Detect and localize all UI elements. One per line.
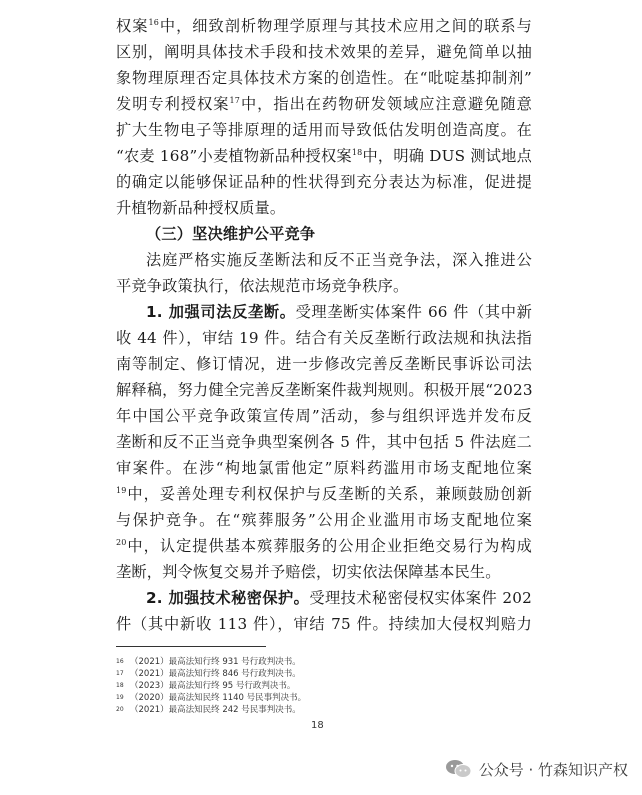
footnote-text: （2020）最高法知民终 1140 号民事判决书。 <box>130 693 307 703</box>
body-line: 升植物新品种授权质量。 <box>116 199 286 217</box>
body-line: 与保护竞争。在“殡葬服务”公用企业滥用市场支配地位案 <box>116 511 532 529</box>
body-line: 件（其中新收 113 件），审结 75 件。持续加大侵权判赔力 <box>116 615 532 633</box>
footnote-number: 16 <box>116 658 124 665</box>
body-line: 的确定以能够保证品种的性状得到充分表达为标准，促进提 <box>116 173 532 191</box>
body-line: 垄断，判令恢复交易并予赔偿，切实依法保障基本民生。 <box>116 563 501 581</box>
text: 中，指出在药物研发领域应注意避免随意 <box>240 95 532 113</box>
text: “农麦 168”小麦植物新品种授权案 <box>116 147 352 165</box>
text: 受理技术秘密侵权实体案件 202 <box>309 589 532 607</box>
subsection-title: 2. 加强技术秘密保护。 <box>146 589 310 607</box>
footnote-ref[interactable]: 18 <box>351 148 363 157</box>
body-line: 法庭严格实施反垄断法和反不正当竞争法，深入推进公 <box>146 251 532 269</box>
body-line: 垄断和反不正当竞争典型案例各 5 件，其中包括 5 件法庭二 <box>116 433 532 451</box>
footnote-text: （2021）最高法知民终 242 号民事判决书。 <box>130 705 301 715</box>
text: 中，细致剖析物理学原理与其技术应用之间的联系与 <box>159 17 532 35</box>
footnote-number: 17 <box>116 670 124 677</box>
footnote-number: 18 <box>116 682 124 689</box>
text: 中，明确 DUS 测试地点 <box>362 147 532 165</box>
body-line <box>116 482 532 506</box>
footnote-ref[interactable]: 19 <box>116 486 127 495</box>
body-line: 审案件。在涉“枸地氯雷他定”原料药滥用市场支配地位案 <box>116 459 532 477</box>
body-line <box>116 144 532 168</box>
page-number: 18 <box>311 720 324 731</box>
body-line: 解释稿，努力健全完善反垄断案件裁判规则。积极开展“2023 <box>116 381 533 399</box>
watermark-text: 公众号 · 竹森知识产权 <box>478 760 628 779</box>
footnote-number: 19 <box>116 694 124 701</box>
text: 受理垄断实体案件 66 件（其中新 <box>295 303 532 321</box>
body-line <box>146 300 532 324</box>
footnote-ref[interactable]: 17 <box>229 96 241 105</box>
footnote <box>116 656 301 668</box>
body-line: 象物理原理否定具体技术方案的创造性。在“吡啶基抑制剂” <box>116 69 532 87</box>
footnote-text: （2021）最高法知行终 846 号行政判决书。 <box>130 669 301 679</box>
body-line <box>116 534 532 558</box>
body-line: 年中国公平竞争政策宣传周”活动，参与组织评选并发布反 <box>116 407 532 425</box>
body-line <box>116 14 532 38</box>
text: 中，妥善处理专利权保护与反垄断的关系，兼顾鼓励创新 <box>126 485 532 503</box>
body-line: 南等制定、修订情况，进一步修改完善反垄断民事诉讼司法 <box>116 355 532 373</box>
footnote-number: 20 <box>116 706 124 713</box>
body-line: 平竞争政策执行，依法规范市场竞争秩序。 <box>116 277 409 295</box>
text: 发明专利授权案 <box>116 95 230 113</box>
subsection-title: 1. 加强司法反垄断。 <box>146 303 296 321</box>
watermark <box>445 755 628 783</box>
section-heading: （三）坚决维护公平竞争 <box>146 225 316 243</box>
footnote-ref[interactable]: 16 <box>148 18 160 27</box>
footnote-ref[interactable]: 20 <box>116 538 127 547</box>
text: 中，认定提供基本殡葬服务的公用企业拒绝交易行为构成 <box>126 537 532 555</box>
body-line <box>146 586 532 610</box>
body-line <box>116 92 532 116</box>
wechat-icon <box>445 759 473 779</box>
body-line: 收 44 件），审结 19 件。结合有关反垄断行政法规和执法指 <box>116 329 532 347</box>
footnote-text: （2021）最高法知行终 931 号行政判决书。 <box>130 657 301 667</box>
footnote-divider <box>116 646 266 647</box>
text: 权案 <box>116 17 149 35</box>
footnote <box>116 704 301 716</box>
footnote <box>116 668 301 680</box>
body-line: 区别，阐明具体技术手段和技术效果的差异，避免简单以抽 <box>116 43 532 61</box>
footnote <box>116 680 295 692</box>
footnote-text: （2023）最高法知行终 95 号行政判决书。 <box>130 681 296 691</box>
body-line: 扩大生物电子等排原理的适用而导致低估发明创造高度。在 <box>116 121 532 139</box>
footnote <box>116 692 306 704</box>
